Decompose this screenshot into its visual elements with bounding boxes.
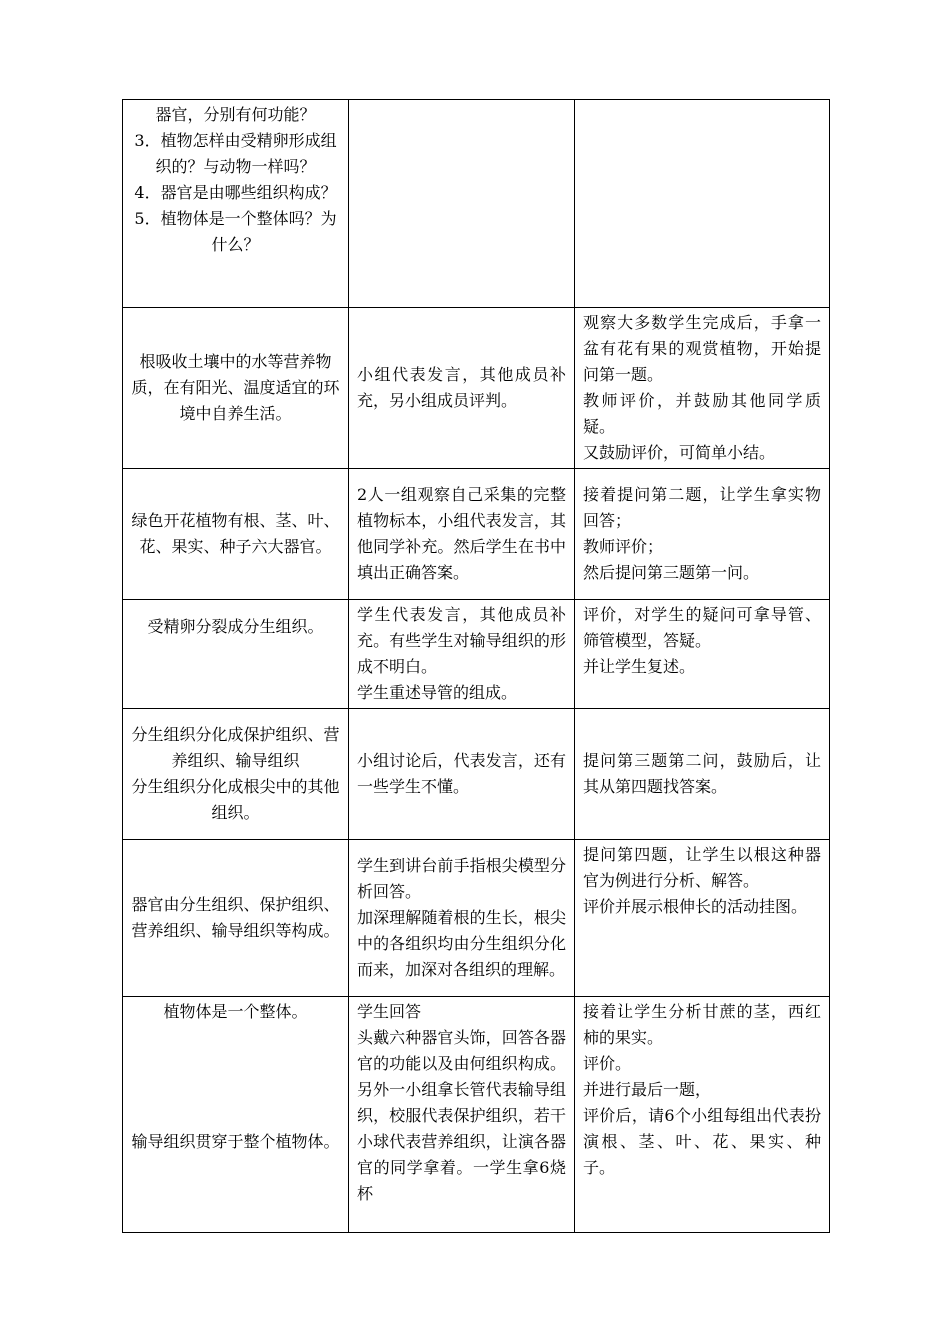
cell-text: 头戴六种器官头饰，回答各器官的功能以及由何组织构成。另外一小组拿长管代表输导组织，校服代表保护组织，若干小球代表营养组织，让演各器官的同学拿着。一学生拿6烧杯 <box>357 1028 566 1203</box>
cell-text: 并进行最后一题， <box>583 1080 712 1099</box>
table-row <box>123 709 830 840</box>
cell-text: 2人一组观察自己采集的完整植物标本，小组代表发言，其他同学补充。然后学生在书中填出正确答案。 <box>357 485 566 582</box>
cell-text: 学生重述导管的组成。 <box>357 683 518 702</box>
cell-text: 又鼓励评价，可简单小结。 <box>583 443 776 462</box>
cell-text: 分生组织分化成保护组织、营养组织、输导组织 <box>131 725 340 770</box>
cell-text: 教师评价； <box>583 537 664 556</box>
table-row <box>123 100 830 308</box>
student-activity-cell <box>349 997 575 1233</box>
cell-text: 加深理解随着根的生长，根尖中的各组织均由分生组织分化而来，加深对各组织的理解。 <box>357 908 566 979</box>
cell-text: 评价，对学生的疑问可拿导管、筛管模型，答疑。 <box>583 605 821 650</box>
student-activity-cell <box>349 600 575 709</box>
cell-text: 教师评价，并鼓励其他同学质疑。 <box>583 391 821 436</box>
student-activity-cell <box>349 709 575 840</box>
lesson-plan-table <box>122 99 830 1233</box>
cell-text: 分生组织分化成根尖中的其他组织。 <box>131 777 340 822</box>
cell-text: 提问第三题第二问，鼓励后，让其从第四题找答案。 <box>583 751 821 796</box>
cell-text: 评价并展示根伸长的活动挂图。 <box>583 897 808 916</box>
cell-text: 5．植物体是一个整体吗？为什么？ <box>134 209 337 254</box>
cell-text: 接着让学生分析甘蔗的茎，西红柿的果实。 <box>583 1002 821 1047</box>
teacher-activity-cell <box>575 997 830 1233</box>
cell-text: 提问第四题，让学生以根这种器官为例进行分析、解答。 <box>583 845 821 890</box>
teacher-activity-cell <box>575 840 830 997</box>
cell-text: 输导组织贯穿于整个植物体。 <box>131 1132 340 1151</box>
content-cell <box>123 997 349 1233</box>
cell-text: 植物体是一个整体。 <box>163 1002 308 1021</box>
content-cell <box>123 600 349 709</box>
cell-text: 并让学生复述。 <box>583 657 696 676</box>
cell-text: 绿色开花植物有根、茎、叶、花、果实、种子六大器官。 <box>131 511 340 556</box>
cell-text: 受精卵分裂成分生组织。 <box>147 617 324 636</box>
teacher-activity-cell <box>575 709 830 840</box>
table-row <box>123 840 830 997</box>
cell-text: 学生到讲台前手指根尖模型分析回答。 <box>357 856 566 901</box>
cell-text: 接着提问第二题，让学生拿实物回答； <box>583 485 821 530</box>
cell-text: 根吸收土壤中的水等营养物质，在有阳光、温度适宜的环境中自养生活。 <box>131 352 340 423</box>
cell-text: 器官由分生组织、保护组织、营养组织、输导组织等构成。 <box>131 895 340 940</box>
student-activity-cell <box>349 308 575 469</box>
teacher-activity-cell <box>575 308 830 469</box>
cell-text: 小组讨论后，代表发言，还有一些学生不懂。 <box>357 751 566 796</box>
cell-text: 3．植物怎样由受精卵形成组织的？与动物一样吗？ <box>134 131 337 176</box>
cell-text: 4．器官是由哪些组织构成？ <box>134 183 337 202</box>
teacher-activity-cell <box>575 469 830 600</box>
cell-text: 学生回答 <box>357 1002 422 1021</box>
content-cell <box>123 840 349 997</box>
table-row <box>123 469 830 600</box>
cell-text: 评价。 <box>583 1054 632 1073</box>
student-activity-cell <box>349 840 575 997</box>
table-row <box>123 600 830 709</box>
cell-text: 然后提问第三题第一问。 <box>583 563 760 582</box>
cell-text: 小组代表发言，其他成员补充，另小组成员评判。 <box>357 365 566 410</box>
content-cell <box>123 308 349 469</box>
teacher-activity-cell <box>575 100 830 308</box>
teacher-activity-cell <box>575 600 830 709</box>
cell-text: 观察大多数学生完成后，手拿一盆有花有果的观赏植物，开始提问第一题。 <box>583 313 821 384</box>
table-row <box>123 997 830 1233</box>
cell-text: 器官，分别有何功能？ <box>155 105 316 124</box>
student-activity-cell <box>349 100 575 308</box>
cell-text: 学生代表发言，其他成员补充。有些学生对输导组织的形成不明白。 <box>357 605 566 676</box>
cell-text: 评价后，请6个小组每组出代表扮演根、茎、叶、花、果实、种子。 <box>583 1106 821 1177</box>
content-cell <box>123 469 349 600</box>
content-cell <box>123 100 349 308</box>
student-activity-cell <box>349 469 575 600</box>
table-row <box>123 308 830 469</box>
content-cell <box>123 709 349 840</box>
